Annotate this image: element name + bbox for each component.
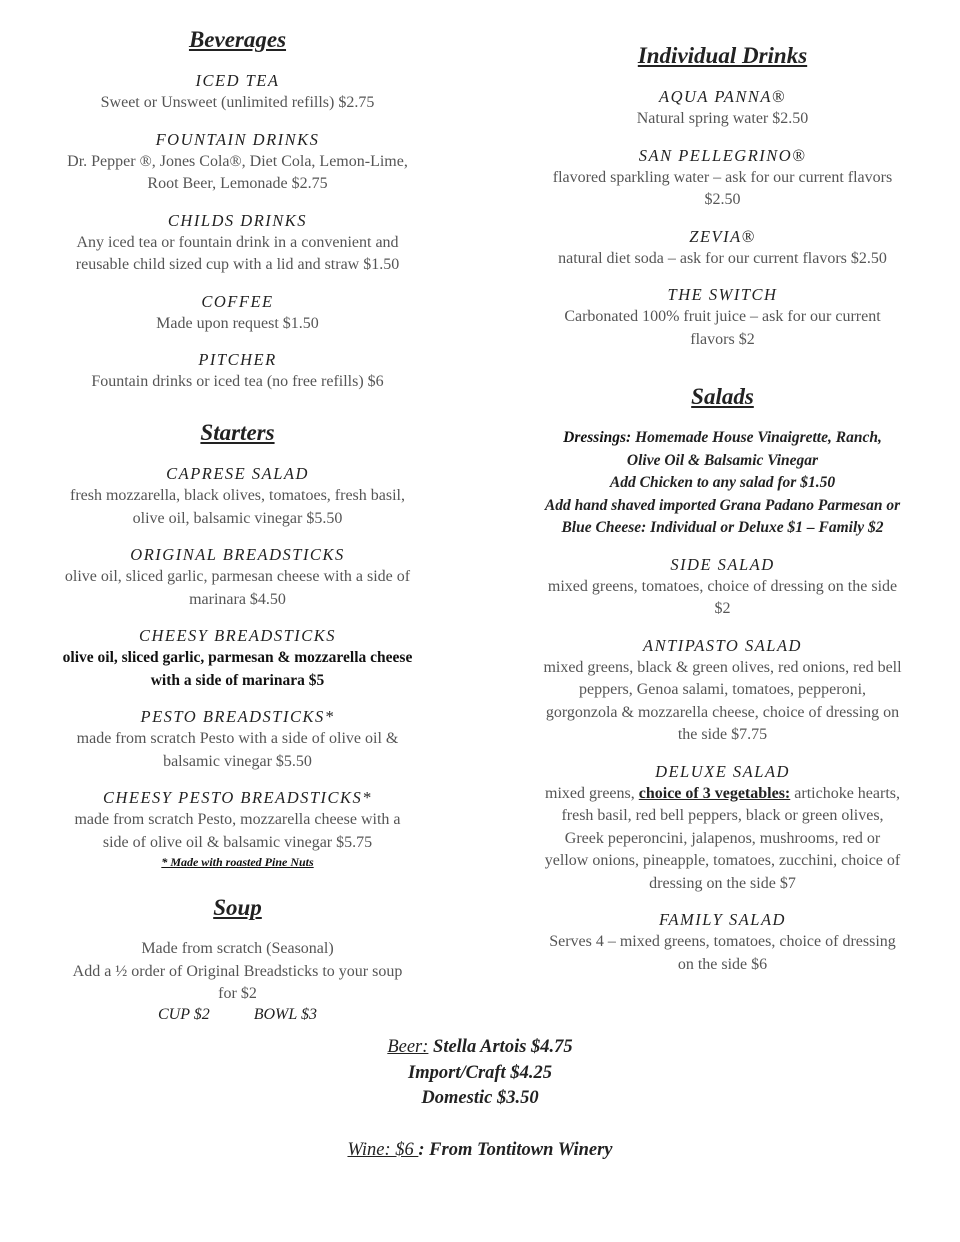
item-description: marinara $4.50 <box>189 590 286 608</box>
item-title: ANTIPASTO SALAD <box>643 635 802 655</box>
menu-item <box>500 284 945 351</box>
item-description: Sweet or Unsweet (unlimited refills) $2.75 <box>100 94 375 111</box>
wine-desc: : From Tontitown Winery <box>418 1139 613 1160</box>
item-note: * Made with roasted Pine Nuts <box>161 855 314 869</box>
item-description: Natural spring water $2.50 <box>636 110 809 127</box>
item-description: dressing on the side $7 <box>649 874 796 892</box>
item-description: yellow onions, pineapple, tomatoes, zucchini, choice of <box>544 852 901 869</box>
dressings-text: Homemade House Vinaigrette, Ranch, <box>631 429 882 446</box>
item-description: peppers, Genoa salami, tomatoes, pepperoni, <box>578 681 867 698</box>
dressings-label: Dressings: <box>563 429 632 446</box>
item-description: mixed greens, black & green olives, red onions, red bell <box>543 658 902 676</box>
menu-item <box>500 635 945 747</box>
menu-item <box>15 349 460 394</box>
menu-section <box>15 894 460 1038</box>
menu-item <box>15 938 460 1024</box>
item-description: Greek peperoncini, jalapenos, mushrooms, red or <box>564 829 881 847</box>
item-description: Dr. Pepper ®, Jones Cola®, Diet Cola, Lemon-Lime, <box>67 152 408 170</box>
item-title: COFFEE <box>201 291 274 311</box>
dressings-line <box>500 427 945 450</box>
item-description: Serves 4 – mixed greens, tomatoes, choice of dressing <box>549 933 896 950</box>
desc-emphasis: choice of 3 vegetables: <box>638 784 791 802</box>
item-description: made from scratch Pesto, mozzarella cheese with a <box>74 811 401 828</box>
item-description: Made from scratch (Seasonal) <box>141 940 334 957</box>
soup-size: BOWL $3 <box>253 1005 317 1023</box>
section-heading: Salads <box>691 384 754 409</box>
item-description: with a side of marinara $5 <box>150 671 325 689</box>
item-description: olive oil, sliced garlic, parmesan cheese with a side of <box>64 568 411 585</box>
item-title: ICED TEA <box>195 71 280 90</box>
item-description: Any iced tea or fountain drink in a convenient and <box>76 233 399 251</box>
item-description: olive oil, sliced garlic, parmesan & mozzarella cheese <box>62 649 413 666</box>
item-description: natural diet soda – ask for our current flavors $2.50 <box>558 249 887 267</box>
item-title: PESTO BREADSTICKS* <box>140 707 335 726</box>
item-title: DELUXE SALAD <box>655 761 790 781</box>
menu-item <box>500 226 945 271</box>
section-heading: Starters <box>200 420 275 445</box>
menu-item <box>15 291 460 336</box>
wine-line <box>0 1138 960 1164</box>
menu-item <box>15 787 460 870</box>
item-title: AQUA PANNA® <box>659 87 786 106</box>
menu-section <box>15 419 460 884</box>
right-column <box>500 0 945 1030</box>
item-description: Made upon request $1.50 <box>156 314 319 332</box>
dressings-line: Blue Cheese: Individual or Deluxe $1 – Family $2 <box>561 519 884 536</box>
soup-size: CUP $2 <box>158 1005 210 1023</box>
item-title: SIDE SALAD <box>670 554 775 574</box>
item-description <box>500 783 945 806</box>
beer-label: Beer: <box>387 1037 429 1057</box>
item-description: gorgonzola & mozzarella cheese, choice of dressing on <box>545 703 900 721</box>
item-title: SAN PELLEGRINO® <box>638 145 807 165</box>
item-title: FAMILY SALAD <box>659 910 786 929</box>
item-description: made from scratch Pesto with a side of olive oil & <box>76 730 399 747</box>
desc-text: artichoke hearts, <box>790 784 900 802</box>
dressings-line: Olive Oil & Balsamic Vinegar <box>626 451 819 469</box>
menu-item <box>500 86 945 131</box>
item-description: flavored sparkling water – ask for our current flavors <box>552 168 893 186</box>
item-description: olive oil, balsamic vinegar $5.50 <box>132 509 343 527</box>
item-title: CHEESY PESTO BREADSTICKS* <box>102 788 373 807</box>
dressings-info <box>500 427 945 540</box>
menu-item <box>500 909 945 976</box>
menu-item <box>500 145 945 212</box>
item-description: $2.50 <box>704 191 741 208</box>
left-column <box>15 0 460 1030</box>
item-description: fresh basil, red bell peppers, black or green olives, <box>561 807 884 824</box>
item-description: fresh mozzarella, black olives, tomatoes, fresh basil, <box>70 487 405 504</box>
item-description: Carbonated 100% fruit juice – ask for our current <box>564 308 881 325</box>
menu-item <box>500 761 945 896</box>
item-description: Add a ½ order of Original Breadsticks to your soup <box>72 962 403 980</box>
section-heading: Individual Drinks <box>637 43 808 68</box>
item-title: THE SWITCH <box>667 285 778 304</box>
menu-item <box>500 554 945 621</box>
section-heading: Soup <box>213 895 262 920</box>
beer-price: Stella Artois $4.75 <box>428 1037 573 1057</box>
item-title: CHILDS DRINKS <box>167 210 308 230</box>
menu-item <box>15 70 460 115</box>
item-description: Fountain drinks or iced tea (no free refills) $6 <box>91 373 384 390</box>
item-description: mixed greens, tomatoes, choice of dressing on the side <box>547 577 898 595</box>
item-description: reusable child sized cup with a lid and straw $1.50 <box>75 256 400 273</box>
item-title: CAPRESE SALAD <box>166 464 309 483</box>
menu-item <box>15 625 460 692</box>
wine-label: Wine: $6 <box>347 1139 419 1160</box>
menu-item <box>15 706 460 773</box>
item-title: CHEESY BREADSTICKS <box>138 626 337 645</box>
item-description: $2 <box>714 600 731 617</box>
item-description: side of olive oil & balsamic vinegar $5.75 <box>102 833 373 851</box>
item-description: the side $7.75 <box>677 726 768 743</box>
item-description: for $2 <box>218 985 257 1002</box>
desc-text: mixed greens, <box>545 784 639 802</box>
dressings-line: Add hand shaved imported Grana Padano Parmesan or <box>544 496 901 514</box>
soup-sizes <box>15 1006 460 1024</box>
item-description: Root Beer, Lemonade $2.75 <box>147 175 328 192</box>
section-heading: Beverages <box>188 27 287 52</box>
beer-line-2: Import/Craft $4.25 <box>408 1062 552 1083</box>
item-description: balsamic vinegar $5.50 <box>163 752 312 770</box>
item-title: ZEVIA® <box>689 226 756 246</box>
menu-section <box>500 42 945 365</box>
menu-section <box>500 383 945 990</box>
menu-item <box>15 210 460 277</box>
dressings-line: Add Chicken to any salad for $1.50 <box>609 474 836 491</box>
menu-section <box>15 26 460 408</box>
item-title: ORIGINAL BREADSTICKS <box>130 545 345 564</box>
menu-item <box>15 129 460 196</box>
beer-line-1 <box>0 1035 960 1061</box>
item-title: FOUNTAIN DRINKS <box>155 129 320 149</box>
beer-line-3: Domestic $3.50 <box>421 1088 539 1108</box>
menu-item <box>15 463 460 530</box>
item-title: PITCHER <box>198 350 277 369</box>
item-description: flavors $2 <box>690 330 755 348</box>
item-description: on the side $6 <box>677 955 768 973</box>
drinks-footer <box>0 1035 960 1163</box>
menu-item <box>15 544 460 611</box>
